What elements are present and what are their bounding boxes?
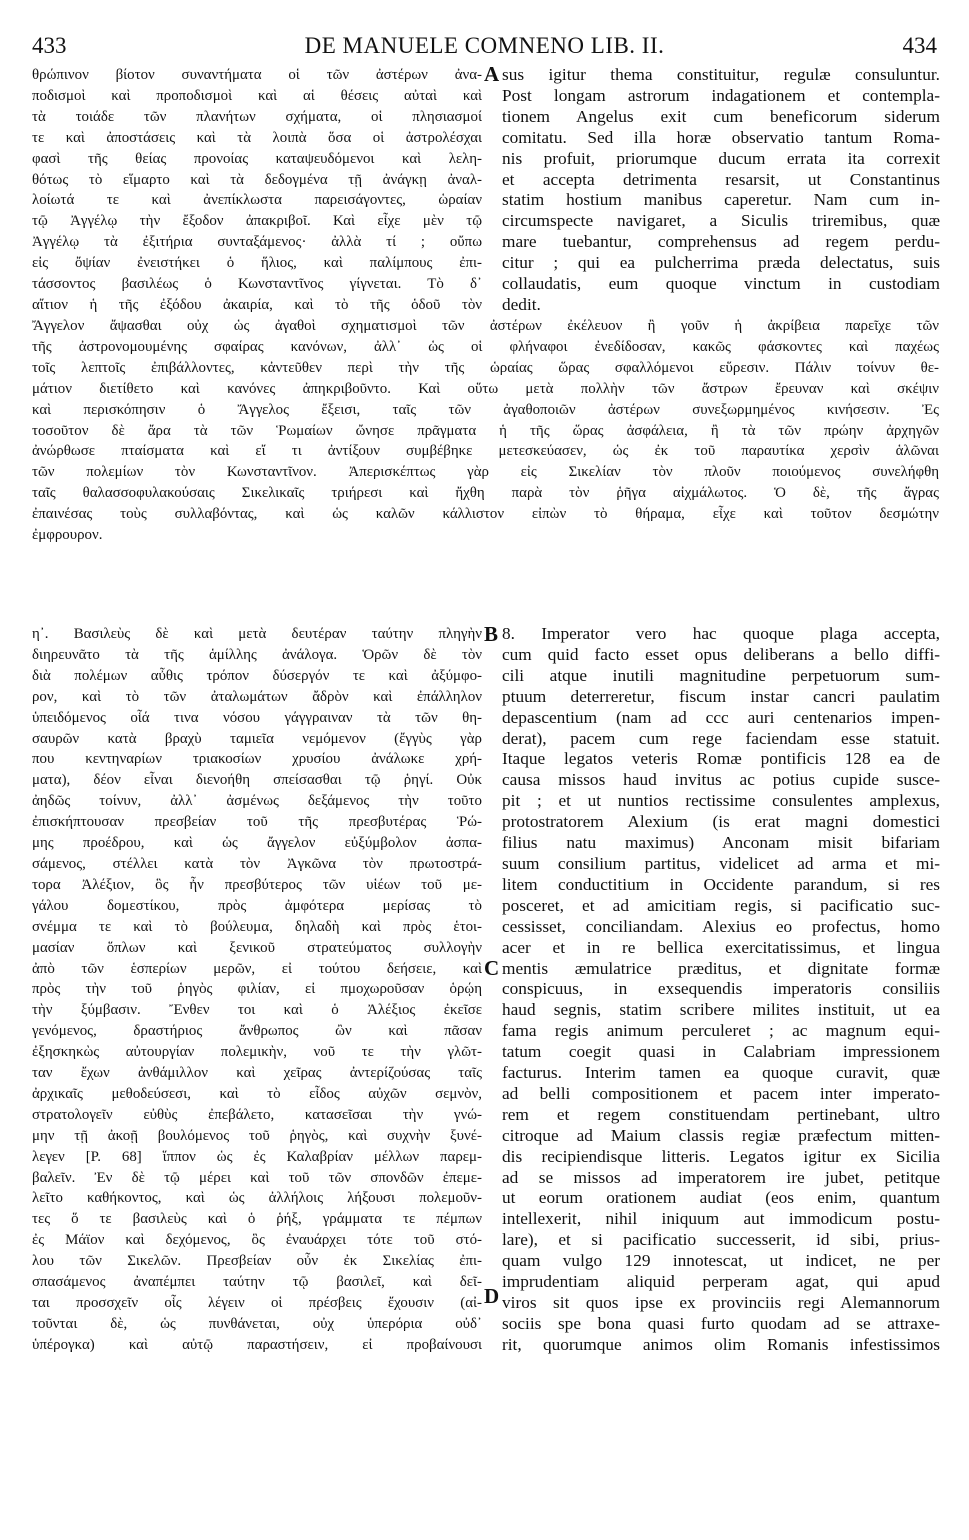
text-line: ταν ἔχων ἀνθάμιλλον καὶ χεῖρας ἀντερίζούσας ταῖς: [32, 1065, 482, 1082]
text-line: μασίαν ὅπλων καὶ ξενικοῦ στρατεύματος συλλογὴν: [32, 939, 482, 956]
text-line: Itaque legatos veteris Romæ pontificis 128 ea de: [502, 749, 940, 769]
text-line: lare), et si pacificatio successerit, id sibi, prius-: [502, 1230, 940, 1250]
text-line: πρὸς τὴν τοῦ ῥηγὸς φιλίαν, εἰ πμοχωροῦσαν ὁρῴη: [32, 981, 482, 998]
text-line: Ἄγγελον ἄψασθαι οὐχ ὡς ἀγαθοὶ σχηματισμοὶ τῶν ἀστέρων ἐκέλευον ἢ γοῦν ἡ ἀκρίβεια παρεῖχε τῶν: [32, 318, 939, 334]
section-marker-c: C: [484, 956, 500, 980]
text-line: cum quid facto esset opus deliberans a bello diffi-: [502, 644, 940, 664]
text-line: ἐξησκηκὼς αὐτουργίαν πολεμικὴν, νοῦ τε τὴν γλῶτ-: [32, 1044, 482, 1061]
text-line: βαλεῖν. Ἐν δὲ τῷ μέρει καὶ τοῦ τῶν σπονδῶν ἐπεμε-: [32, 1169, 482, 1186]
text-line: ρον, καὶ τὸ τῶν ἀταλωμάτων ἄδρὸν καὶ ἐπάλληλον: [32, 688, 482, 705]
text-line: σαυρῶν κατὰ βραχὺ ταμιεῖα νεμόμενον (ἔγγὺς γὰρ: [32, 730, 482, 747]
text-line: ad se missos ad imperatorem ire jubet, petitque: [502, 1167, 940, 1187]
text-line: μην τῇ ἀκοῇ βουλόμενος τοῦ ῥηγὸς, καὶ συχνὴν ξυνέ-: [32, 1127, 482, 1144]
text-line: fama regis animum perculeret ; ac magnum equi-: [502, 1021, 940, 1041]
text-line: ad belli compositionem et pacem inter imperato-: [502, 1083, 940, 1103]
text-line: ἐμφρουρον.: [32, 527, 103, 544]
text-line: που κεντηναρίων τριακοσίων χρυσίου ἀνάλωκε χρή-: [32, 751, 482, 768]
text-line: λοίωτά τε καὶ ἀνεπίκλωστα παρεισάγοντες, ὡραίαν: [32, 192, 482, 209]
text-line: tionem Angelus exit cum beneficorum siderum: [502, 106, 940, 126]
text-line: καὶ περισκόπησιν ὁ Ἄγγελος ἔξεισι, ταῖς τῶν ἀγαθοποιῶν ἀστέρων συνεξωρμημένος κινήσεσιν. Ἐς: [32, 401, 939, 418]
greek-text-top: [32, 65, 482, 316]
text-line: σάμενος, στέλλει κατὰ τὸν Ἀγκῶνα τὸν πρωτοστρά-: [32, 855, 482, 872]
text-line: rem et regem constituendam pertinebant, ultro: [502, 1104, 940, 1124]
greek-text-full-width: [32, 316, 939, 546]
text-line: posceret, et ad amicitiam regis, si pacificatio suc-: [502, 895, 940, 915]
text-line: ut eorum orationem audiat (eos enim, quantum: [502, 1188, 940, 1208]
text-line: ται προσσχεῖν οἷς λέγειν οἱ πρέσβεις ἔχουσιν (αἰ-: [32, 1295, 482, 1311]
text-line: τῆς ἀστρονομουμένης σφαίρας κανόνων, ἀλλ᾽ ὡς οἱ φλήναφοι ἐνεδίδοσαν, κακῶς φάσκοντες καὶ παχέως: [32, 338, 939, 355]
running-title: DE MANUELE COMNENO LIB. II.: [304, 33, 665, 58]
text-line: dedit.: [502, 294, 541, 314]
text-line: ἀρχικαῖς μεθοδεύσεσι, καὶ τὸ εἶδος αὐχῶν σεμνὸν,: [32, 1085, 482, 1102]
text-line: στρατολογεῖν εὐθὺς ἐπεβάλετο, κατασεῖσαι τὴν γνώ-: [32, 1106, 482, 1123]
text-line: θότως τὸ εἵμαρτο καὶ τὰ δεδογμένα τῇ ἀνάγκῃ ἀναλ-: [32, 171, 482, 188]
text-line: conspicuus, in exsequendis imperatoris consiliis: [502, 979, 940, 999]
section-marker-b: B: [484, 622, 499, 646]
text-line: φασὶ τῆς θείας προνοίας καταψευδόμενοι καὶ λελη-: [32, 150, 482, 167]
text-line: ἐς Μάϊον καὶ δεχόμενος, ὃς ἐναυάρχει τότε τοῦ στό-: [32, 1232, 482, 1249]
text-line: τες ὅ τε βασιλεὺς καὶ ὁ ῥήξ, γράμματα τε πέμπων: [32, 1211, 482, 1228]
text-line: τῶν πολεμίων τὸν Κωνσταντῖνον. Ἀπερισκέπτως γὰρ εἰς Σικελίαν τὸν πλοῦν ποιούμενος συνελήφθη: [32, 464, 939, 481]
text-line: λου τῶν Σικελῶν. Πρεσβείαν οὖν ἐκ Σικελίας ἐπι-: [32, 1253, 482, 1270]
latin-text-bottom: [502, 624, 940, 1356]
text-line: pit ; et ut nuntios rectissime consulentes amplexus,: [502, 791, 940, 811]
text-line: ὑπέρογκα) καὶ αὐτῷ παραστήσειν, εἰ προβαίνουσι: [32, 1336, 482, 1353]
text-line: λεγεν [P. 68] ἵππον ὡς ἐς Καλαβρίαν μέλλων παρεμ-: [32, 1148, 482, 1165]
text-line: tatum coegit quasi in Calabriam impressionem: [502, 1042, 940, 1062]
text-line: Ἀγγέλῳ τὰ ἐξιτήρια συνταξάμενος· ἀλλὰ τί ; οὔπω: [32, 234, 482, 251]
text-line: derat), pacem cum rege faciendam esse statuit.: [502, 728, 940, 748]
text-line: sus igitur thema constituitur, regulæ consuluntur.: [502, 65, 940, 84]
text-line: ἀπὸ τῶν ἑσπερίων μερῶν, εἰ τούτου δεήσειε, καὶ: [32, 960, 482, 977]
text-line: σπασάμενος ἀναπέμπει ταύτην τῷ βασιλεῖ, καὶ δεῖ-: [32, 1274, 482, 1291]
text-line: intellexerit, nihil iniquum aut immodicum postu-: [502, 1209, 940, 1229]
section-marker-d: D: [484, 1284, 500, 1308]
text-line: collaudatis, eum quoque vinctum in custodiam: [502, 274, 940, 294]
text-line: 8. Imperator vero hac quoque plaga accepta,: [502, 624, 940, 643]
text-line: τοῦνται δὲ, ὡς πυνθάνεται, οὐχ ὑπερόρια οὐδ᾽: [32, 1315, 482, 1332]
text-line: τὴν ξύμβασιν. Ἔνθεν τοι καὶ ὁ Ἀλέξιος ἐκεῖσε: [32, 1002, 482, 1019]
text-line: cessisset, conciliandam. Alexius eo profectus, homo: [502, 916, 940, 936]
text-line: litem conductitium in Occidente parandum, si res: [502, 874, 940, 894]
text-line: Post longam astrorum indagationem et contempla-: [502, 85, 940, 105]
text-line: λεῖτο καθήκοντος, καὶ ὡς ἀλλήλοις λήξουσι πολεμοῦν-: [32, 1190, 482, 1207]
text-line: τῷ Ἀγγέλῳ τὴν ἔξοδον ἀπακριβοῖ. Καὶ εἶχε μὲν τῷ: [32, 213, 482, 230]
text-line: citroque ad Maium classis regiæ præfectum mitten-: [502, 1125, 940, 1145]
text-line: τοῖς λεπτοῖς ἐπιβάλλοντες, κἀντεῦθεν περὶ τὴν τῆς ὡραίας ὥρας σφαλλόμενοι εὕρεσιν. Πάλιν τοίνυν θε-: [32, 359, 939, 376]
text-line: et accepta detrimenta resarsit, ut Constantinus: [502, 169, 940, 189]
text-line: viros sit quos ipse ex provinciis regi Alemannorum: [502, 1293, 940, 1312]
text-line: τὰ τοιάδε τῶν πλανήτων σχήματα, οἱ πλησιασμοί: [32, 108, 482, 125]
text-line: εἰς ὄψίαν ἐνειστήκει ὁ ἥλιος, καὶ παλίμπους ἐπι-: [32, 255, 482, 272]
text-line: τορα Ἀλέξιον, ὃς ἦν πρεσβύτερος τῶν υἱέων τοῦ με-: [32, 876, 482, 893]
text-line: dis recipiendisque litteris. Legatos igitur ex Sicilia: [502, 1146, 940, 1166]
text-line: comitatu. Sed illa horæ observatio tantum Roma-: [502, 127, 940, 147]
text-line: ἀηδῶς τοίνυν, ἀλλ᾽ ἀσμένως δεξάμενος τὴν τοῦτο: [32, 793, 482, 810]
text-line: cili atque inutili magnitudine perpetuorum sum-: [502, 665, 940, 685]
text-line: statim hostium manibus caperetur. Nam cum in-: [502, 190, 940, 210]
text-line: quam vulgo 129 innotescat, ut indicet, ne per: [502, 1251, 940, 1271]
text-line: τε καὶ ἀποστάσεις καὶ τὰ λοιπὰ ὅσα οἱ ἀστρολέσχαι: [32, 129, 482, 146]
section-marker-a: A: [484, 62, 500, 86]
text-line: ptuum deterreretur, fiscum instar cancri paulatim: [502, 686, 940, 706]
text-line: haud segnis, statim scribere milites instituit, ut ea: [502, 1000, 940, 1020]
text-line: τοσοῦτον δὲ ἄρα τὰ τῶν Ῥωμαίων ὤνησε πρᾶγματα ἡ τῆς ὥρας ἀσφάλεια, ἢ τὰ τῶν πρώην ἀρχηγῶν: [32, 422, 939, 439]
text-line: ταῖς θαλασσοφυλακούσαις Σικελικαῖς τριήρεσι καὶ ἤχθη παρὰ τὸν ῥῆγα αἰχμάλωτος. Ὁ δὲ, τῆς ἄγρας: [32, 485, 939, 502]
text-line: σνέμμα τε καὶ τὸ βούλευμα, δηλαδὴ καὶ πρὸς ἑτοι-: [32, 918, 482, 935]
text-line: ἐπαινέσας τοὺς συλλαβόντας, καὶ ὡς καλῶν κάλλιστον εἰπὼν τὸ θήραμα, εἶχε καὶ τοῦτον δεσμώτην: [32, 506, 939, 523]
text-line: mare tuebantur, comprehensus ad regem perdu-: [502, 232, 940, 252]
text-line: η᾽. Βασιλεὺς δὲ καὶ μετὰ δευτέραν ταύτην πληγὴν: [32, 626, 482, 642]
text-line: imprudentiam aliquid perperam agat, qui apud: [502, 1272, 940, 1292]
text-line: depascentium (nam ad ccc auri centenarios impen-: [502, 707, 940, 727]
text-line: ἐπισκήπτουσαν πρεσβείαν τοῦ τῆς πρεσβυτέρας Ῥώ-: [32, 814, 482, 831]
text-line: causa missos haud invitus ac potius cupide susce-: [502, 770, 940, 790]
text-line: nis profuit, priorumque ducum errata ita correxit: [502, 148, 940, 168]
left-page-number: 433: [32, 33, 67, 58]
text-line: ὑπειδόμενος οἷά τινα νόσου γάγγραιναν τὰ τῶν θη-: [32, 709, 482, 726]
greek-text-bottom: [32, 624, 482, 1356]
text-line: filius natu maximus) Anconam misit bifariam: [502, 833, 940, 853]
text-line: sociis spe bona quasi furto quodam ad se attraxe-: [502, 1313, 940, 1333]
text-line: protostratorem Alexium (is erat magni domestici: [502, 812, 940, 832]
text-line: θρώπινον βίοτον συναντήματα οἱ τῶν ἀστέρων ἀνα-: [32, 67, 482, 83]
text-line: γάλου δομεστίκου, πρὸς ἀμφότερα μερίσας τὸ: [32, 897, 482, 914]
text-line: circumspecte navigaret, a Siculis triremibus, quæ: [502, 211, 940, 231]
text-line: facturus. Interim tamen ea quoque curavit, quæ: [502, 1063, 940, 1083]
text-line: ματα), δέον εἶναι διενοήθη σπείσασθαι τῷ ῥηγί. Οὐκ: [32, 772, 482, 789]
text-line: γενόμενος, δραστήριος ἄνθρωπος ὢν καὶ πᾶσαν: [32, 1023, 482, 1040]
text-line: ἀνώρθωσε πταίσματα καὶ εἴ τι ἀντίξουν συμβέβηκε μετεσκεύασεν, ὡς ἐκ τοῦ παραυτίκα χερσὶν ἁλῶναι: [32, 443, 939, 460]
text-line: mentis æmulatrice præditus, et dignitate formæ: [502, 958, 940, 978]
text-line: acer et in re bellica exercitatissimus, et lingua: [502, 937, 940, 957]
text-line: τάσσοντος βασιλέως ὁ Κωνσταντῖνος γίγνεται. Τὸ δ᾽: [32, 276, 482, 293]
page-header: [32, 33, 937, 63]
text-line: διὰ πολέμων αὖθις τρόπον δύσεργόν τε καὶ ἀξύμφο-: [32, 667, 482, 684]
text-line: citur ; qui ea pulcherrima præda delectatus, suis: [502, 253, 940, 273]
text-line: διηρευνᾶτο τὰ τῆς ἁμίλλης ἀνάλογα. Ὁρῶν δὲ τὸν: [32, 646, 482, 663]
text-line: ποδισμοὶ καὶ προποδισμοὶ καὶ αἱ θέσεις αὐταὶ καὶ: [32, 87, 482, 104]
text-line: rit, quorumque animos olim Romanis infestissimos: [502, 1334, 940, 1354]
right-page-number: 434: [902, 33, 937, 58]
text-line: μης προέδρου, καὶ ὡς ἄγγελον εὐξύμβολον ἀσπα-: [32, 835, 482, 852]
text-line: αἴτιον ἡ τῆς ἐξόδου ἀκαιρία, καὶ τὸ τῆς ὁδοῦ τὸν: [32, 296, 482, 313]
latin-text-top: [502, 65, 940, 316]
text-line: suum consilium partitus, videlicet ad arma et mi-: [502, 853, 940, 873]
text-line: μάτιον διετίθετο καὶ κανόνες ἀπηκριβοῦντο. Καὶ οὕτω μετὰ πολλὴν τῶν ἄστρων ἔρευναν καὶ σκέψιν: [32, 380, 939, 397]
